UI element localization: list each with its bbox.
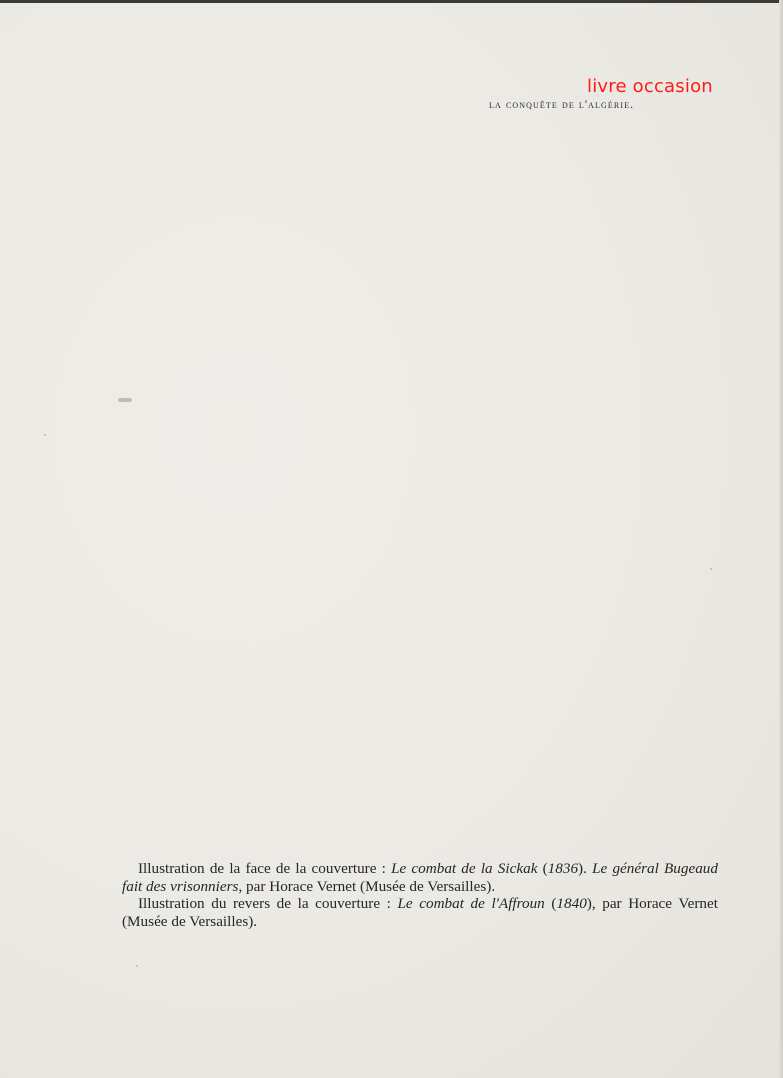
cover-illustration-caption [122, 860, 718, 930]
caption-front-date-close: ). [578, 860, 593, 877]
caption-front-date-open: ( [537, 860, 548, 877]
caption-back-credit: par Horace Vernet (Musée de Versailles). [122, 895, 718, 930]
page-top-edge [0, 0, 783, 3]
caption-back-date-close: ), [586, 895, 603, 912]
paper-speck [118, 398, 132, 402]
paper-speck [44, 434, 46, 436]
caption-back-cover [122, 895, 718, 930]
caption-back-lead: Illustration du revers de la couverture : [138, 895, 398, 912]
caption-front-date: 1836 [547, 860, 579, 877]
page-right-edge [779, 0, 783, 1078]
caption-front-title: Le combat de la Sickak [391, 860, 538, 877]
paper-speck [710, 568, 712, 570]
watermark-text: livre occasion [587, 76, 713, 97]
running-head: la conquête de l'algérie. [489, 97, 635, 111]
caption-back-title: Le combat de l'Affroun [397, 895, 545, 912]
paper-speck [136, 965, 138, 967]
caption-front-cover [122, 860, 718, 895]
caption-front-subtitle: Le général Bugeaud fait des vrisonniers [122, 860, 718, 895]
caption-back-date: 1840 [556, 895, 587, 912]
caption-front-credit: , par Horace Vernet (Musée de Versailles). [238, 877, 496, 895]
caption-front-lead: Illustration de la face de la couverture : [138, 860, 392, 877]
caption-back-date-open: ( [544, 895, 557, 912]
